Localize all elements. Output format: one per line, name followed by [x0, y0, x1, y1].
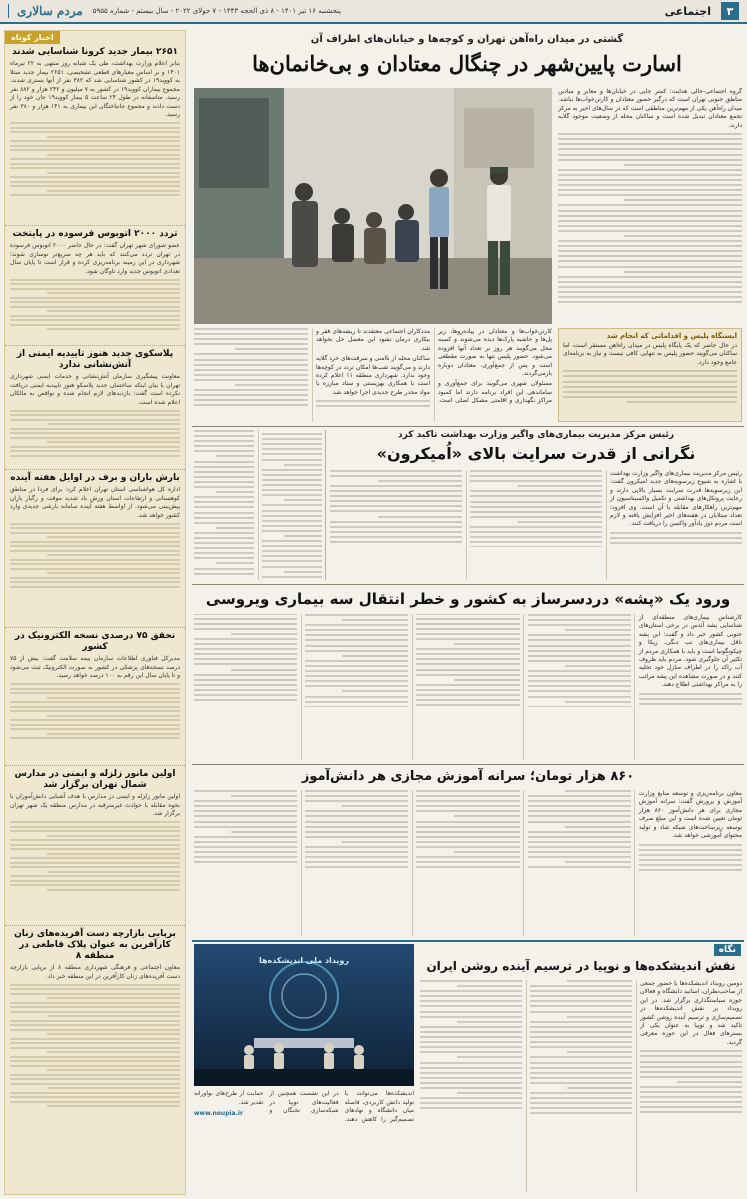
masthead	[0, 0, 747, 24]
lead-sidebar-box	[558, 328, 742, 422]
brief-text: معاون اجتماعی و فرهنگی شهرداری منطقه ۸ از برپایی بازارچه دست آفریده‌های زنان کارآفرین در این منطقه خبر داد.	[10, 964, 180, 980]
brief-item	[5, 766, 185, 926]
brief-item	[5, 346, 185, 470]
brief-text: بنابر اعلام وزارت بهداشت، طی یک شبانه روز منتهی به ۲۲ تیرماه ۱۴۰۱ و بر اساس معیارهای قطعی تشخیصی، ۲۶۵۱ بیمار جدید مبتلا به کووید۱۹ در کشور شناسایی شد که ۳۸۲ نفر از آنها بستری شدند. مجموع بیماران کووید۱۹ در کشور به ۷ میلیون و ۲۴۲ هزار و ۸۸۲ نفر رسید. متاسفانه در طول ۲۴ ساعت ۵ بیمار کووید۱۹ جان خود را از دست دادند و مجموع جانباختگان این بیماری به ۱۴۱ هزار و ۳۸۰ نفر رسید.	[10, 60, 180, 118]
section-divider	[192, 764, 744, 765]
brief-text-lines	[10, 683, 180, 739]
paper-name: مردم سالاری	[8, 4, 83, 18]
news-briefs-tag: اخبار کوتاه	[5, 31, 60, 44]
stage-illustration	[194, 944, 414, 1086]
lead-continued-lines	[194, 430, 322, 579]
lead-body-text-b: مسئولان شهری می‌گویند برای جمع‌آوری و ساماندهی این افراد برنامه دارند اما کمبود مراکز نگهداری و اقامتی مشکل اصلی است. مددکاران اجتماعی معتقدند تا ریشه‌های فقر و بیکاری درمان نشود این معضل حل نخواهد شد.	[316, 328, 552, 405]
brief-text: عضو شورای شهر تهران گفت: در حال حاضر ۲۰۰۰ اتوبوس فرسوده در تهران تردد می‌کنند که باید هر چه سریع‌تر نوسازی شوند؛ شهرداری در این زمینه برنامه‌ریزی کرده و قرار است تا پایان سال تعدادی اتوبوس جدید وارد ناوگان شود.	[10, 242, 181, 275]
lead-body-text-c: ساکنان محله از ناامنی و سرقت‌های خرد گلایه دارند و می‌گویند شب‌ها امکان تردد در کوچه‌ها وجود ندارد. شهرداری منطقه ۱۱ اعلام کرده است با همکاری بهزیستی و ستاد مبارزه با مواد مخدر طرح جدیدی اجرا خواهد شد.	[316, 355, 430, 396]
mosquito-text: کارشناس بیماری‌های منطقه‌ای از شناسایی پشه آئدس در برخی استان‌های جنوبی کشور خبر داد و گفت: این پشه ناقل بیماری‌های تب دنگی، زیکا و چیکونگونیا است و باید با همکاری مردم از تکثیر آن جلوگیری شود. مردم باید ظروف آب راکد را در اطراف منازل خود تخلیه کنند و در صورت مشاهده این پشه مراتب را به مراکز بهداشتی اطلاع دهند.	[638, 614, 742, 689]
thinktank-text: دومین رویداد اندیشکده‌ها با حضور جمعی از صاحب‌نظران، اساتید دانشگاه و فعالان حوزه سیاستگذاری برگزار شد. در این رویداد بر نقش اندیشکده‌ها در تصمیم‌سازی و ترسیم آینده روشن کشور تاکید شد و نوپیا به عنوان یکی از بسترهای فعال در این حوزه معرفی گردید.	[640, 980, 742, 1046]
section-divider	[192, 426, 744, 427]
brief-title: تحقق ۷۵ درصدی نسخه الکترونیک در کشور	[14, 631, 176, 652]
education-text: معاون برنامه‌ریزی و توسعه منابع وزارت آموزش و پرورش گفت: سرانه آموزش مجازی برای هر دانش‌آموز ۸۶۰ هزار تومان تعیین شده است و این مبلغ صرف توسعه زیرساخت‌های شبکه شاد و تولید محتوای آموزشی خواهد شد.	[638, 790, 742, 840]
omicron-body	[330, 470, 742, 580]
lead-sidebar-lines	[563, 370, 737, 403]
brief-title: اولین مانور زلزله و ایمنی در مدارس شمال تهران برگزار شد	[14, 769, 176, 790]
brief-text-lines	[10, 821, 180, 891]
brief-text-lines	[10, 984, 180, 1108]
brief-text: مدیرکل فناوری اطلاعات سازمان بیمه سلامت گفت: بیش از ۷۵ درصد نسخه‌های پزشکی در کشور به صورت الکترونیک ثبت می‌شود و تا پایان سال این رقم به ۱۰۰ درصد خواهد رسید.	[10, 655, 180, 679]
lead-kicker: گشتی در میدان راه‌آهن تهران و کوچه‌ها و خیابان‌های اطراف آن	[310, 34, 624, 45]
mosquito-body	[194, 614, 742, 760]
section-label: اجتماعی	[664, 4, 711, 18]
brief-text-lines	[10, 410, 180, 457]
brief-title: ۲۶۵۱ بیمار جدید کرونا شناسایی شدند	[12, 47, 178, 57]
lead-sidebar-body	[563, 342, 737, 406]
brief-title: بارش باران و برف در اوایل هفته آینده	[10, 473, 180, 483]
lead-continued-columns	[194, 430, 322, 580]
section-divider	[192, 940, 744, 942]
stage-banner-text: رویداد ملی اندیشکده‌ها	[259, 956, 349, 965]
brief-item	[5, 926, 185, 1195]
lead-headline: اسارت پایین‌شهر در چنگال معتادان و بی‌خانمان‌ها	[252, 51, 682, 76]
lead-intro-lines	[558, 133, 742, 303]
mosquito-headline: ورود یک «پشه» دردسرساز به کشور و خطر انتقال سه بیماری ویروسی	[205, 590, 731, 608]
street-scene-illustration	[194, 88, 552, 324]
lead-body-text-a: کارتن‌خواب‌ها و معتادان در پیاده‌روها، زیر پل‌ها و حاشیه پارک‌ها دیده می‌شوند و کسبه محل می‌گویند هر روز بر تعداد آنها افزوده می‌شود. حضور پلیس تنها به صورت مقطعی است و پس از جمع‌آوری، معتادان دوباره بازمی‌گردند.	[438, 328, 552, 378]
brief-title: پلاسکوی جدید هنوز تاییدیه ایمنی از آتش‌نشانی ندارد	[16, 349, 174, 370]
lead-sidebar-text: در حال حاضر که یک پایگاه پلیس در میدان راه‌آهن مستقر است، اما ساکنان می‌گویند حضور پلیس به تنهایی کافی نیست و نیاز به برنامه‌ای جامع وجود دارد.	[563, 342, 737, 366]
brief-text-lines	[10, 279, 180, 331]
lead-intro-column	[558, 88, 742, 324]
news-briefs-column	[4, 30, 186, 1195]
section-divider	[192, 584, 744, 585]
thinktank-caption-columns	[194, 1090, 414, 1192]
section-tag-negah: نگاه	[714, 944, 741, 956]
brief-text-lines	[10, 122, 180, 196]
thinktank-website[interactable]: www.noupia.ir	[194, 1110, 243, 1117]
column-divider	[325, 430, 326, 580]
omicron-kicker: رئیس مرکز مدیریت بیماری‌های واگیر وزارت بهداشت تاکید کرد	[397, 430, 675, 440]
page-number: ۳	[721, 2, 739, 20]
thinktank-headline: نقش اندیشکده‌ها و نوپیا در ترسیم آینده روشن ایران	[426, 959, 736, 973]
thinktank-event-photo	[194, 944, 414, 1086]
brief-text: اولین مانور زلزله و ایمنی در مدارس با هدف آشنایی دانش‌آموزان با نحوه مقابله با حوادث غیرمترقبه در مدارس منطقه یک شهر تهران برگزار شد.	[10, 793, 180, 817]
lead-intro-text: گروه اجتماعی-حالی هدایت: کمتر جایی در خیابان‌ها و معابر و میادین مناطق جنوبی تهران است که درگیر حضور معتادان و کارتن‌خواب‌ها نباشد. میدان راه‌آهن یکی از مهم‌ترین مناطقی است که در سال‌های اخیر به مرکز تجمع معتادان تبدیل شده است و ساکنان محله از وضعیت موجود گلایه دارند.	[558, 88, 742, 129]
brief-text: معاونت پیشگیری سازمان آتش‌نشانی و خدمات ایمنی شهرداری تهران با بیان اینکه ساختمان جدید پلاسکو هنوز تاییدیه ایمنی دریافت نکرده است گفت: بازدیدهای لازم انجام شده و نواقص به مالکان اعلام شده است.	[10, 373, 180, 406]
brief-text: اداره کل هواشناسی استان تهران اعلام کرد: برای فردا در مناطق کوهستانی و ارتفاعات استان وزش باد شدید موقت و رگبار باران پیش‌بینی می‌شود. از اواسط هفته آینده سامانه بارشی جدیدی وارد کشور خواهد شد.	[10, 486, 180, 519]
thinktank-body	[420, 980, 742, 1192]
issue-info: پنجشنبه ۱۶ تیر ۱۴۰۱ - ۸ ذی الحجه ۱۴۴۳ - ۷ جولای ۲۰۲۲ - سال بیستم - شماره ۵۹۵۵	[92, 7, 342, 15]
brief-item	[5, 44, 185, 226]
brief-item	[5, 470, 185, 628]
education-body	[194, 790, 742, 936]
brief-text-lines	[10, 523, 180, 588]
education-headline: ۸۶۰ هزار تومان؛ سرانه آموزش مجازی هر دانش‌آموز	[301, 769, 635, 784]
brief-item	[5, 226, 185, 346]
brief-title: برپایی بازارچه دست آفریده‌های زنان کارآفرین به عنوان پلاک قاطعی در منطقه ۸	[14, 929, 176, 961]
lead-body-columns	[194, 328, 552, 422]
omicron-text: رئیس مرکز مدیریت بیماری‌های واگیر وزارت بهداشت با اشاره به شیوع زیرسویه‌های جدید امیکرون گفت: این زیرسویه‌ها قدرت سرایت بسیار بالایی دارند و رعایت پروتکل‌های بهداشتی و تکمیل واکسیناسیون از مهم‌ترین راهکارهای مقابله با آن است. وی افزود: تعداد مبتلایان در هفته‌های اخیر افزایش یافته و لازم است مردم دوز یادآور واکسن را دریافت کنند.	[610, 470, 742, 528]
omicron-headline: نگرانی از قدرت سرایت بالای «اُمیکرون»	[376, 444, 696, 463]
lead-photo-street-scene	[194, 88, 552, 324]
lead-sidebar-title: ایستگاه پلیس و اقداماتی که انجام شد	[606, 332, 737, 340]
brief-title: تردد ۲۰۰۰ اتوبوس فرسوده در پایتخت	[12, 229, 178, 239]
thinktank-caption: اندیشکده‌ها می‌توانند با تولید دانش کاربردی، فاصله میان دانشگاه و نهادهای تصمیم‌گیر را کاهش دهند. در این نشست همچنین از فعالیت‌های نوپیا در شبکه‌سازی نخبگان و حمایت از طرح‌های نوآورانه تقدیر شد.	[194, 1090, 414, 1123]
brief-item	[5, 628, 185, 766]
